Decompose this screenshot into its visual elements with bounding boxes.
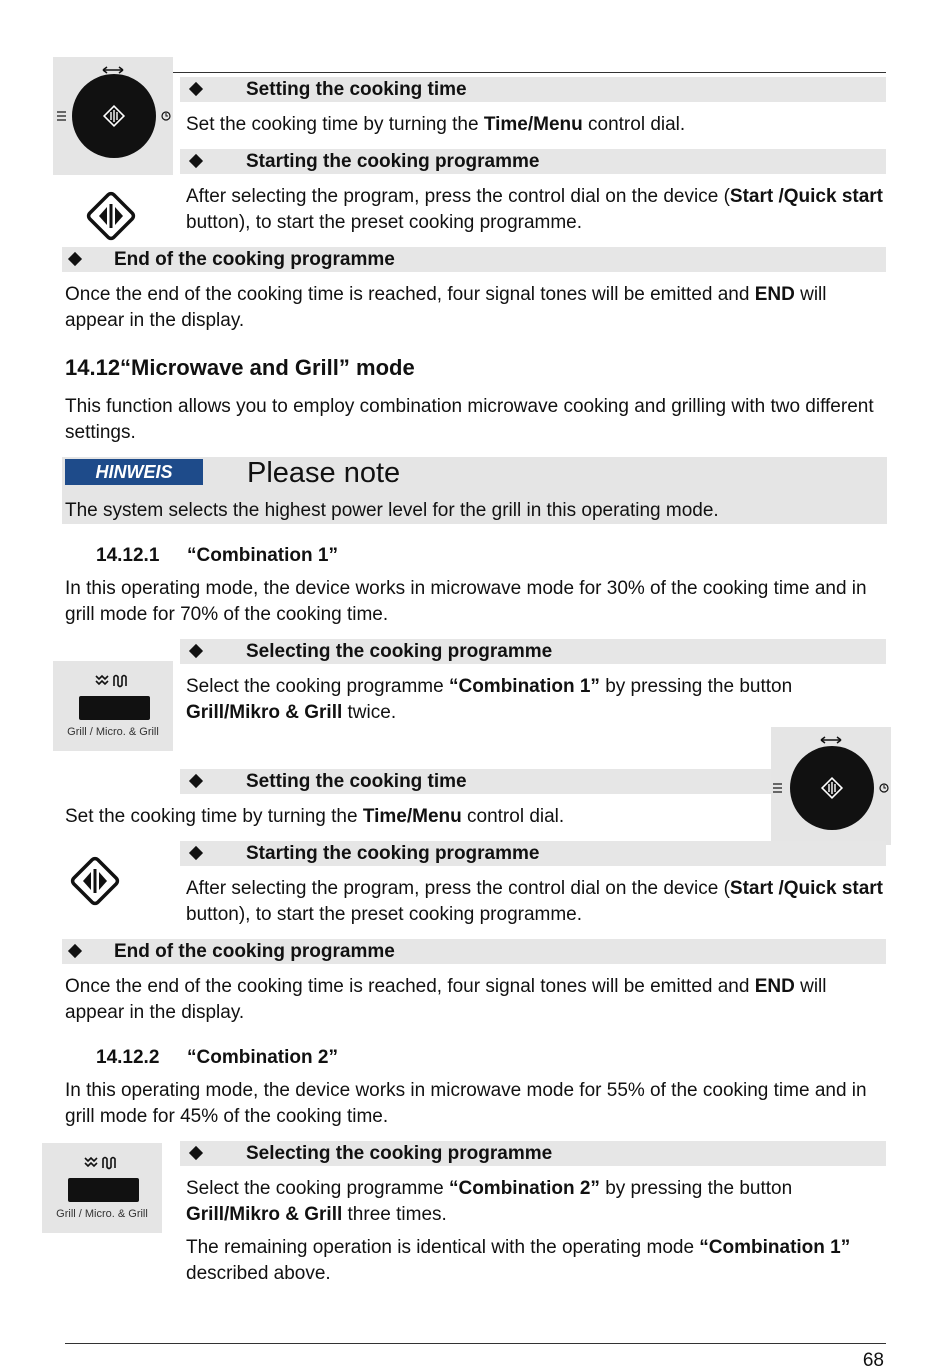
diamond-bullet-icon — [189, 846, 203, 860]
starting-programme-text: After selecting the program, press the control dial on the device (Start /Quick start button), to start the preset cooking programme. — [186, 186, 884, 233]
diamond-bullet-icon — [189, 644, 203, 658]
section-intro: This function allows you to employ combination microwave cooking and grilling with two different settings. — [65, 396, 874, 443]
combo1-select-text: Select the cooking programme “Combination 1” by pressing the button Grill/Mikro & Grill twice. — [186, 676, 793, 723]
end-programme-text: Once the end of the cooking time is reached, four signal tones will be emitted and END will appear in the display. — [65, 284, 827, 331]
start-quick-start-icon — [85, 190, 137, 242]
combo2-intro: In this operating mode, the device works in microwave mode for 55% of the cooking time and in grill mode for 45% of the cooking time. — [65, 1080, 867, 1127]
control-dial-icon — [53, 57, 173, 175]
start-button-illustration — [69, 855, 121, 907]
combo1-number: 14.12.1 — [96, 545, 160, 566]
page-number: 68 — [862, 1350, 884, 1371]
combo1-title: “Combination 1” — [187, 545, 338, 566]
microwave-grill-icon — [95, 673, 131, 689]
diamond-bullet-icon — [189, 1146, 203, 1160]
diamond-bullet-icon — [68, 252, 82, 266]
combo1-starting-text: After selecting the program, press the control dial on the device (Start /Quick start button), to start the preset cooking programme. — [186, 878, 884, 925]
microwave-grill-icon — [84, 1155, 120, 1171]
combo1-setting-time-heading: Setting the cooking time — [180, 769, 771, 794]
diamond-bullet-icon — [189, 82, 203, 96]
combo1-setting-time-text: Set the cooking time by turning the Time/Menu control dial. — [65, 806, 565, 827]
setting-time-text: Set the cooking time by turning the Time/Menu control dial. — [186, 114, 686, 135]
grill-button-illustration: Grill / Micro. & Grill — [53, 661, 173, 751]
combo2-select-heading: Selecting the cooking programme — [180, 1141, 886, 1166]
combo2-title: “Combination 2” — [187, 1047, 338, 1068]
setting-time-heading: Setting the cooking time — [180, 77, 886, 102]
combo2-number: 14.12.2 — [96, 1047, 160, 1068]
end-programme-heading: End of the cooking programme — [62, 247, 886, 272]
note-text: The system selects the highest power level for the grill in this operating mode. — [65, 500, 719, 521]
grill-button — [68, 1178, 139, 1202]
starting-programme-heading: Starting the cooking programme — [180, 149, 886, 174]
diamond-bullet-icon — [68, 944, 82, 958]
grill-button — [79, 696, 150, 720]
footer-rule — [65, 1343, 886, 1344]
dial-illustration — [771, 727, 891, 845]
combo1-end-text: Once the end of the cooking time is reached, four signal tones will be emitted and END will appear in the display. — [65, 976, 827, 1023]
combo1-select-heading: Selecting the cooking programme — [180, 639, 886, 664]
diamond-bullet-icon — [189, 154, 203, 168]
combo2-remaining-text: The remaining operation is identical with the operating mode “Combination 1” described above. — [186, 1237, 851, 1284]
diamond-bullet-icon — [189, 774, 203, 788]
combo1-intro: In this operating mode, the device works in microwave mode for 30% of the cooking time and in grill mode for 70% of the cooking time. — [65, 578, 867, 625]
combo2-select-text: Select the cooking programme “Combination 2” by pressing the button Grill/Mikro & Grill three times. — [186, 1178, 793, 1225]
top-rule — [172, 72, 886, 73]
combo1-end-heading: End of the cooking programme — [62, 939, 886, 964]
grill-button-illustration: Grill / Micro. & Grill — [42, 1143, 162, 1233]
note-badge: HINWEIS — [65, 459, 203, 485]
start-button-illustration — [85, 190, 137, 242]
note-title: Please note — [247, 457, 401, 489]
start-quick-start-icon — [69, 855, 121, 907]
control-dial-icon — [771, 727, 891, 845]
dial-illustration — [53, 57, 173, 175]
section-heading: 14.12“Microwave and Grill” mode — [65, 355, 415, 380]
combo1-starting-heading: Starting the cooking programme — [180, 841, 886, 866]
